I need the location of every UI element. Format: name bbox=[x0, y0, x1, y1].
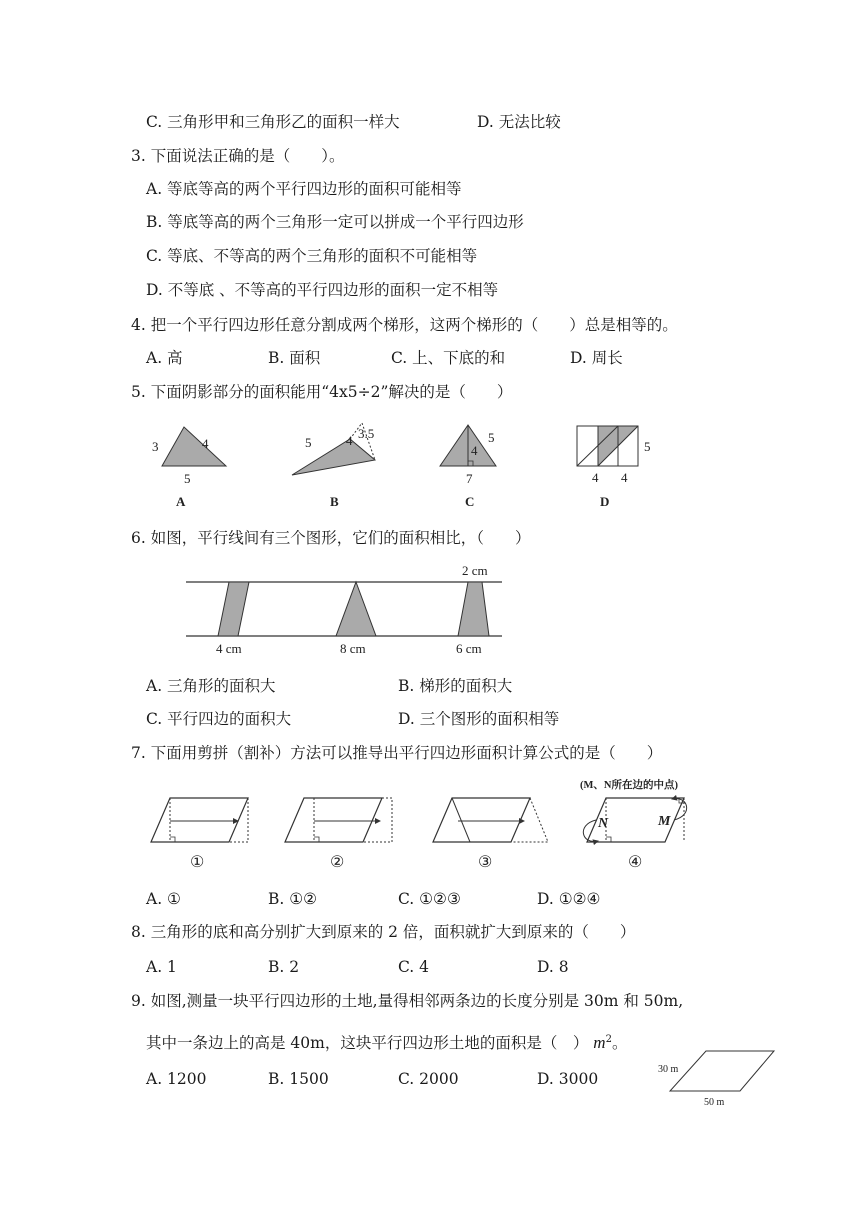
q5-a-label-3: 3 bbox=[152, 439, 159, 454]
q5-figure-a bbox=[152, 427, 226, 509]
q5-figure-b bbox=[292, 423, 375, 509]
q3-option-b: B. 等底等高的两个三角形一定可以拼成一个平行四边形 bbox=[146, 213, 524, 231]
q5-d-label-5: 5 bbox=[644, 439, 651, 454]
q3-option-d: D. 不等底 、不等高的平行四边形的面积一定不相等 bbox=[146, 281, 499, 299]
q4-option-b: B. 面积 bbox=[268, 349, 321, 367]
q7-caption-3: ③ bbox=[478, 854, 493, 871]
q5-b-label-4: 4 bbox=[346, 433, 353, 448]
q9-line-2-text: 其中一条边上的高是 40m，这块平行四边形土地的面积是（ ） bbox=[146, 1034, 589, 1053]
q7-label-n: N bbox=[598, 816, 609, 831]
q6-label-base-2: 8 cm bbox=[340, 641, 366, 656]
q5-a-label-4: 4 bbox=[202, 436, 209, 451]
q8-option-b: B. 2 bbox=[268, 958, 300, 976]
q6-figure bbox=[180, 560, 510, 660]
q2-option-c: C. 三角形甲和三角形乙的面积一样大 bbox=[146, 113, 400, 131]
q8-option-a: A. 1 bbox=[146, 958, 177, 976]
q7-option-a: A. ① bbox=[146, 890, 181, 908]
q5-stem: 5. 下面阴影部分的面积能用“4x5÷2”解决的是（ ） bbox=[131, 383, 513, 401]
q4-option-c: C. 上、下底的和 bbox=[391, 349, 506, 367]
q9-option-d: D. 3000 bbox=[537, 1070, 599, 1088]
q9-unit: m bbox=[593, 1033, 606, 1053]
q7-note: (M、N所在边的中点) bbox=[580, 780, 678, 791]
q6-label-base-3: 6 cm bbox=[456, 641, 482, 656]
q7-caption-2: ② bbox=[330, 854, 345, 871]
q7-caption-1: ① bbox=[190, 854, 205, 871]
q6-option-d: D. 三个图形的面积相等 bbox=[398, 710, 560, 728]
q7-figure-1 bbox=[151, 798, 248, 871]
q7-option-b: B. ①② bbox=[268, 890, 318, 908]
q2-option-d: D. 无法比较 bbox=[477, 113, 561, 131]
q5-c-label-5: 5 bbox=[488, 430, 495, 445]
q7-figure-3 bbox=[433, 798, 548, 871]
q7-label-m: M bbox=[658, 814, 671, 829]
q7-option-c: C. ①②③ bbox=[398, 890, 461, 908]
q9-line-1: 9. 如图,测量一块平行四边形的土地,量得相邻两条边的长度分别是 30m 和 50m, bbox=[131, 992, 684, 1010]
q9-unit-exp: 2 bbox=[605, 1034, 612, 1045]
q9-option-c: C. 2000 bbox=[398, 1070, 459, 1088]
q6-label-base-1: 4 cm bbox=[216, 641, 242, 656]
q8-option-c: C. 4 bbox=[398, 958, 430, 976]
q8-option-d: D. 8 bbox=[537, 958, 569, 976]
q7-figures bbox=[140, 775, 720, 875]
q7-caption-4: ④ bbox=[628, 854, 643, 871]
q9-label-side: 30 m bbox=[658, 1064, 679, 1075]
q6-option-b: B. 梯形的面积大 bbox=[398, 677, 513, 695]
q4-option-a: A. 高 bbox=[146, 349, 183, 367]
q5-b-label-5: 5 bbox=[305, 435, 312, 450]
q3-stem: 3. 下面说法正确的是（ ）。 bbox=[131, 147, 345, 165]
q5-b-caption: B bbox=[330, 494, 339, 509]
q5-c-label-7: 7 bbox=[466, 471, 473, 486]
q5-d-label-4a: 4 bbox=[592, 470, 599, 485]
q6-label-top: 2 cm bbox=[462, 563, 488, 578]
q6-option-a: A. 三角形的面积大 bbox=[146, 677, 276, 695]
q5-c-label-4: 4 bbox=[471, 443, 478, 458]
q5-d-caption: D bbox=[600, 494, 610, 509]
q5-b-label-3-5: 3.5 bbox=[358, 426, 375, 441]
q7-figure-2 bbox=[285, 798, 392, 871]
q9-label-base: 50 m bbox=[704, 1097, 725, 1108]
q8-stem: 8. 三角形的底和高分别扩大到原来的 2 倍，面积就扩大到原来的（ ） bbox=[131, 923, 636, 941]
q5-figures bbox=[140, 415, 700, 515]
q7-figure-4 bbox=[580, 778, 687, 871]
q5-figure-c bbox=[440, 425, 496, 509]
q7-stem: 7. 下面用剪拼（割补）方法可以推导出平行四边形面积计算公式的是（ ） bbox=[131, 744, 663, 762]
q5-c-caption: C bbox=[465, 494, 475, 509]
q9-end: 。 bbox=[611, 1034, 628, 1053]
q6-option-c: C. 平行四边的面积大 bbox=[146, 710, 292, 728]
q5-figure-d bbox=[577, 426, 651, 509]
q4-stem: 4. 把一个平行四边形任意分割成两个梯形，这两个梯形的（ ）总是相等的。 bbox=[131, 316, 678, 334]
q4-option-d: D. 周长 bbox=[570, 349, 623, 367]
q5-a-caption: A bbox=[176, 494, 186, 509]
q6-stem: 6. 如图，平行线间有三个图形，它们的面积相比，（ ） bbox=[131, 529, 531, 547]
q7-option-d: D. ①②④ bbox=[537, 890, 601, 908]
q5-a-label-5: 5 bbox=[184, 471, 191, 486]
q3-option-a: A. 等底等高的两个平行四边形的面积可能相等 bbox=[146, 180, 462, 198]
q9-line-2 bbox=[146, 1030, 627, 1053]
q5-d-label-4b: 4 bbox=[621, 470, 628, 485]
q3-option-c: C. 等底、不等高的两个三角形的面积不可能相等 bbox=[146, 247, 478, 265]
q9-option-a: A. 1200 bbox=[146, 1070, 207, 1088]
q9-figure bbox=[650, 1045, 780, 1110]
q9-option-b: B. 1500 bbox=[268, 1070, 329, 1088]
